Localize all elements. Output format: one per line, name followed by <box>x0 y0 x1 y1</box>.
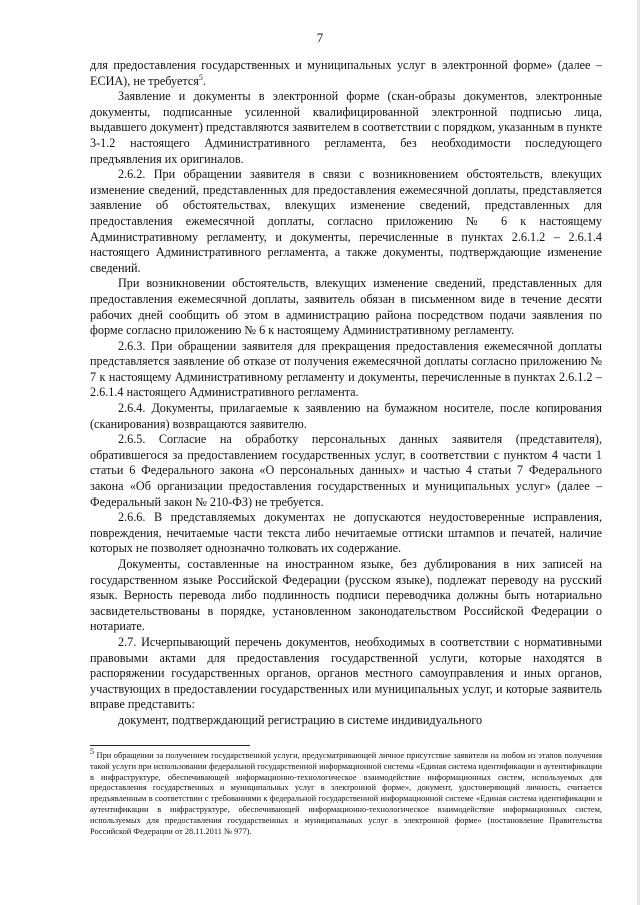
page-number: 7 <box>316 30 324 45</box>
footnote <box>90 747 602 837</box>
paragraph: При возникновении обстоятельств, влекущих изменение сведений, представленных для предоставления ежемесячной доплаты, заявитель обязан в письменном виде в течение десяти рабочих дней сообщить об этом в администрацию района посредством подачи заявления по форме согласно приложению № 6 к настоящему Административному регламенту. <box>90 276 602 338</box>
footnote-mark: 5 <box>90 747 94 757</box>
paragraph-2-6-2: 2.6.2. При обращении заявителя в связи с возникновением обстоятельств, влекущих изменение сведений, представленных для предоставления ежемесячной доплаты, представляется заявление об обстоятельствах, влекущих изменение сведений, представленных для предоставления ежемесячной доплаты, согласно приложению № 6 к настоящему Административному регламенту, и документы, перечисленные в пунктах 2.6.1.2 – 2.6.1.4 настоящего Административного регламента, а также документы, подтверждающие изменение сведений. <box>90 167 602 275</box>
paragraph-2-6-5: 2.6.5. Согласие на обработку персональных данных заявителя (представителя), обратившегося за предоставлением государственных услуг, в соответствии с пунктом 4 части 1 статьи 6 Федерального закона «О персональных данных» и частью 4 статьи 7 Федерального закона «Об организации предоставления государственных и муниципальных услуг» (далее – Федеральный закон № 210-ФЗ) не требуется. <box>90 432 602 509</box>
document-body <box>90 58 602 729</box>
paragraph-text: для предоставления государственных и муниципальных услуг в электронной форме» (далее – ЕСИА), не требуется <box>90 58 602 88</box>
footnote-separator <box>90 745 250 746</box>
footnote-text: При обращении за получением государственной услуги, предусматривающей личное присутствие заявителя на любом из этапов получения такой услуги при использовании федеральной государственной информационной системы «Единая система идентификации и аутентификации в инфраструктуре, обеспечивающей информационно-технологическое взаимодействие информационных систем, используемых для предоставления государственных и муниципальных услуг в электронной форме», документ, удостоверяющий личность, считается предъявленным в соответствии с требованиями к федеральной государственной информационной системе «Единая система идентификации и аутентификации в инфраструктуре, обеспечивающей информационно-технологическое взаимодействие информационных систем, используемых для предоставления государственных и муниципальных услуг в электронной форме» (постановление Правительства Российской Федерации от 28.11.2011 № 977). <box>90 751 602 836</box>
paragraph-continuation <box>90 58 602 89</box>
paragraph-2-7: 2.7. Исчерпывающий перечень документов, необходимых в соответствии с нормативными правовыми актами для предоставления государственной услуги, которые находятся в распоряжении государственных органов, органов местного самоуправления и иных органов, участвующих в предоставлении государственных или муниципальных услуг, и которые заявитель вправе представить: <box>90 634 602 712</box>
paragraph: Документы, составленные на иностранном языке, без дублирования в них записей на государственном языке Российской Федерации (русском языке), подлежат переводу на русский язык. Верность перевода либо подлинность подписи переводчика должны быть нотариально засвидетельствованы в порядке, установленном законодательством Российской Федерации о нотариате. <box>90 557 602 634</box>
footnote-reference: 5 <box>198 72 203 82</box>
paragraph-2-6-6: 2.6.6. В представляемых документах не допускаются неудостоверенные исправления, повреждения, нечитаемые части текста либо нечитаемые оттиски штампов и печатей, наличие которых не позволяет однозначно толковать их содержание. <box>90 510 602 556</box>
list-item: документ, подтверждающий регистрацию в системе индивидуального <box>118 712 483 727</box>
paragraph-tail: . <box>202 73 206 88</box>
paragraph-2-6-3: 2.6.3. При обращении заявителя для прекращения предоставления ежемесячной доплаты представляется заявление об отказе от получения ежемесячной доплаты согласно приложению № 7 к настоящему Административному регламенту и документы, перечисленные в пунктах 2.6.1.2 – 2.6.1.4 настоящего Административного регламента. <box>90 338 602 400</box>
paragraph: Заявление и документы в электронной форме (скан-образы документов, электронные документы, подписанные усиленной квалифицированной электронной подписью лица, выдавшего документ) представляются заявителем в соответствии с порядком, указанным в пункте 3-1.2 настоящего Административного регламента, без необходимости последующего предъявления их оригиналов. <box>90 89 602 166</box>
paragraph-2-6-4: 2.6.4. Документы, прилагаемые к заявлению на бумажном носителе, после копирования (сканирования) возвращаются заявителю. <box>90 401 602 431</box>
